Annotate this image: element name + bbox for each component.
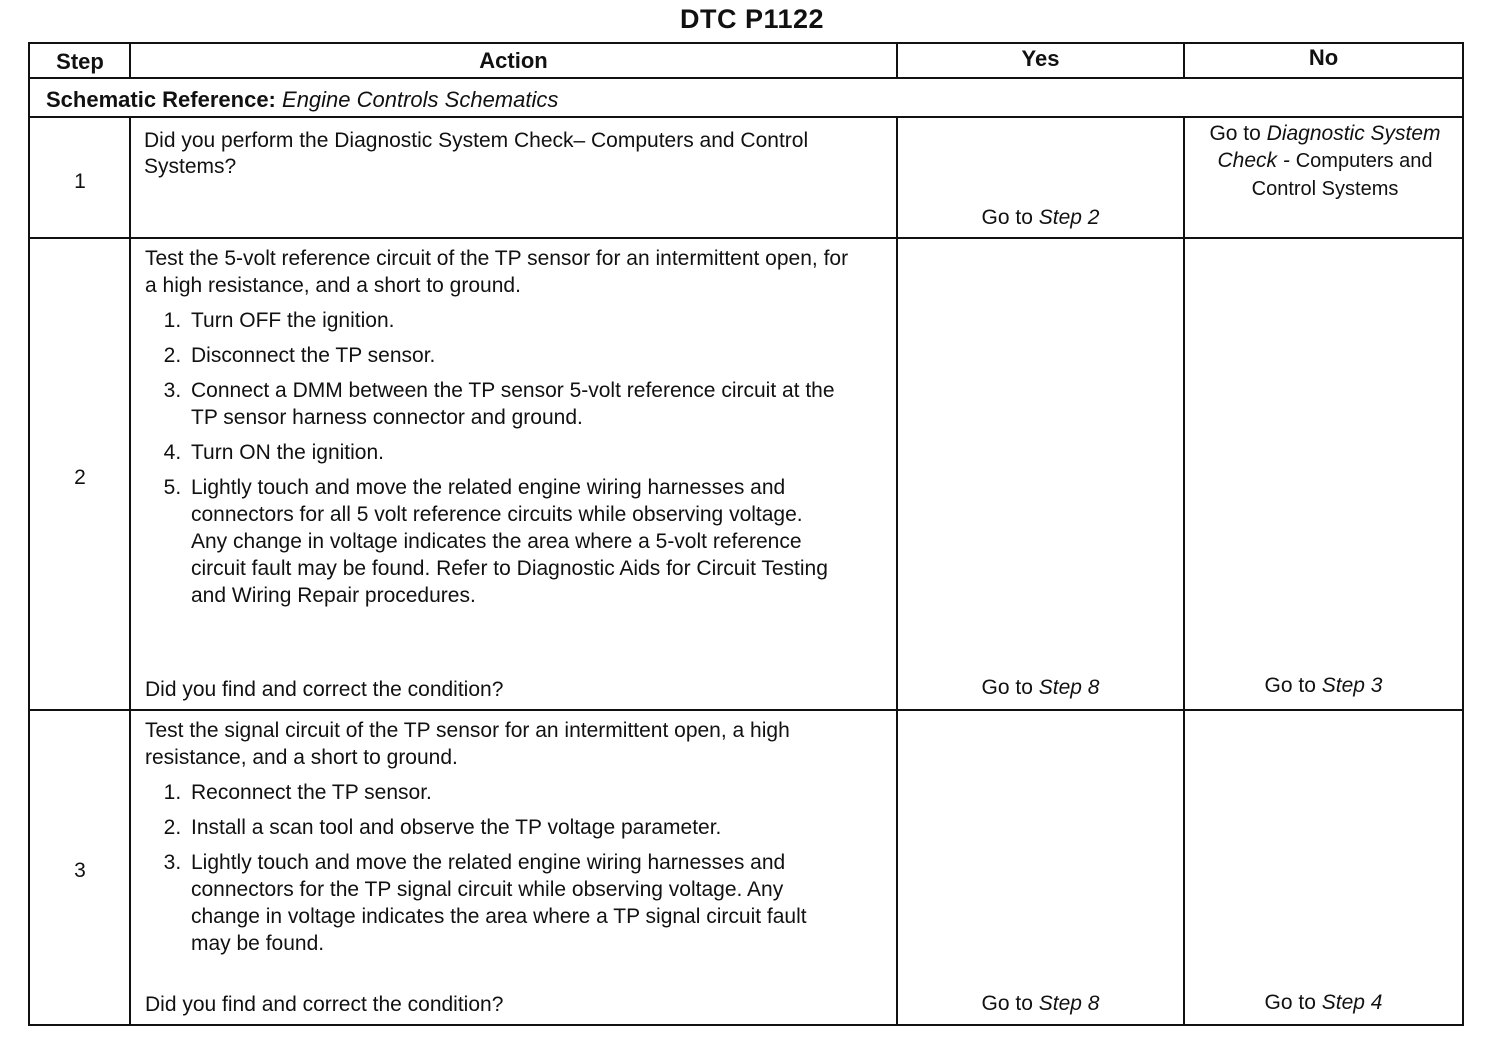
question-text: Did you find and correct the condition? — [145, 993, 504, 1016]
procedure-table — [28, 42, 1464, 1026]
goto-prefix: Go to — [1264, 991, 1316, 1014]
action-block — [131, 711, 896, 1024]
yes-goto[interactable] — [898, 204, 1183, 231]
yes-goto[interactable] — [898, 674, 1183, 701]
schematic-label: Schematic Reference: — [46, 87, 276, 112]
column-divider — [1183, 117, 1185, 1026]
schematic-reference — [46, 86, 1446, 113]
substep: 4. Turn ON the ignition. — [187, 439, 842, 466]
step-number: 1 — [74, 170, 86, 193]
action-block — [131, 239, 896, 709]
goto-link[interactable]: Step 8 — [1038, 676, 1100, 699]
goto-link[interactable]: Step 3 — [1321, 674, 1383, 697]
substep: 2. Disconnect the TP sensor. — [187, 342, 842, 369]
goto-prefix: Go to — [981, 992, 1033, 1015]
goto-link[interactable]: Step 8 — [1038, 992, 1100, 1015]
no-goto[interactable] — [1185, 672, 1462, 699]
goto-prefix: Go to — [1209, 122, 1261, 145]
goto-prefix: Go to — [981, 206, 1033, 229]
goto-link[interactable]: Step 2 — [1038, 206, 1100, 229]
action-text: Test the 5-volt reference circuit of the TP sensor for an intermittent open, for a high resistance, and a short to ground. — [145, 247, 849, 297]
schematic-link[interactable]: Engine Controls Schematics — [282, 87, 559, 112]
substep: 3. Connect a DMM between the TP sensor 5-volt reference circuit at the TP sensor harness connector and ground. — [187, 377, 842, 431]
header-step: Step — [56, 49, 104, 74]
question-text: Did you find and correct the condition? — [145, 678, 504, 701]
header-yes: Yes — [1021, 46, 1060, 71]
no-goto[interactable] — [1190, 120, 1460, 203]
goto-prefix: Go to — [1264, 674, 1316, 697]
step-number: 2 — [74, 466, 86, 489]
header-divider — [30, 77, 1462, 79]
goto-link[interactable]: Step 4 — [1321, 991, 1383, 1014]
header-no: No — [1308, 45, 1339, 70]
step-number: 3 — [74, 859, 86, 882]
yes-goto[interactable] — [898, 990, 1183, 1017]
schematic-divider — [30, 116, 1462, 118]
action-text: Did you perform the Diagnostic System Check– Computers and Control Systems? — [144, 129, 809, 178]
page-title: DTC P1122 — [679, 4, 825, 34]
goto-prefix: Go to — [981, 676, 1033, 699]
goto-link[interactable]: Diagnostic System Check - — [1217, 122, 1441, 172]
substep: 1. Reconnect the TP sensor. — [187, 779, 842, 806]
substep: 2. Install a scan tool and observe the TP voltage parameter. — [187, 814, 842, 841]
substep-list — [131, 779, 842, 957]
action-text: Test the signal circuit of the TP sensor for an intermittent open, a high resistance, and a short to ground. — [145, 719, 790, 769]
substep: 1. Turn OFF the ignition. — [187, 307, 842, 334]
goto-suffix: Computers and Control Systems — [1251, 150, 1433, 200]
substep-list — [131, 307, 842, 609]
substep: 5. Lightly touch and move the related engine wiring harnesses and connectors for all 5 volt reference circuits while observing voltage. Any change in voltage indicates the area where a 5-volt reference circuit fault may be found. Refer to Diagnostic Aids for Circuit Testing and Wiring Repair procedures. — [187, 474, 842, 609]
header-action: Action — [479, 48, 548, 73]
column-divider — [896, 117, 898, 1026]
no-goto[interactable] — [1185, 989, 1462, 1016]
substep: 3. Lightly touch and move the related engine wiring harnesses and connectors for the TP signal circuit while observing voltage. Any change in voltage indicates the area where a TP signal circuit fault may be found. — [187, 849, 842, 957]
